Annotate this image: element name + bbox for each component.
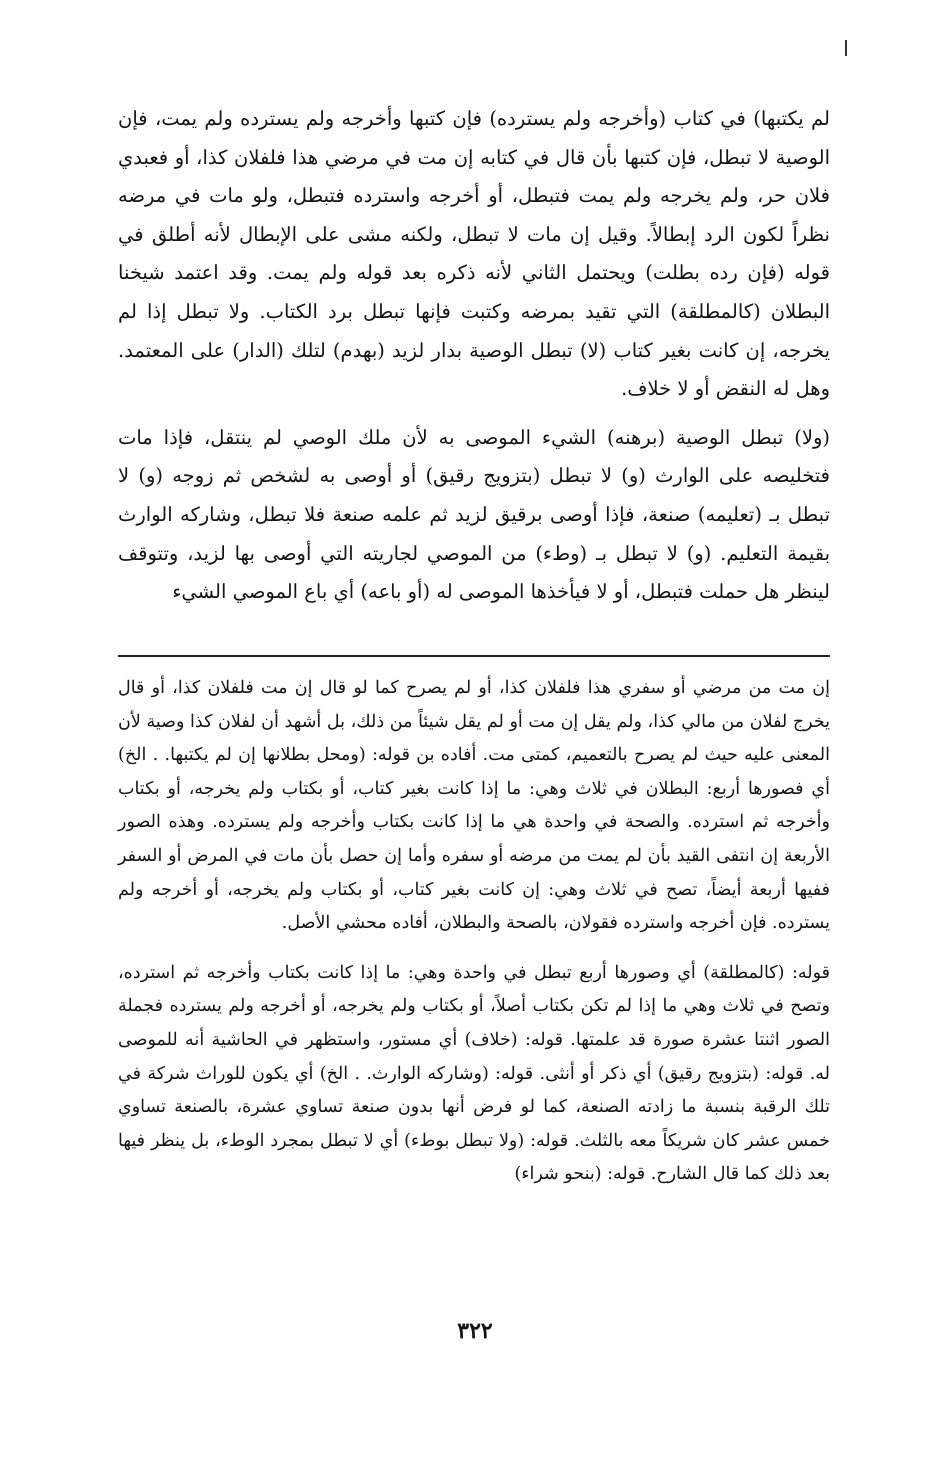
footnote-paragraph-2: قوله: (كالمطلقة) أي وصورها أربع تبطل في واحدة وهي: ما إذا كانت بكتاب وأخرجه ثم استرده، وتصح في ثلاث وهي ما إذا لم تكن بكتاب أصلاً، أو بكتاب ولم يخرجه، أو أخرجه ولم يسترده فجملة الصور اثنتا عشرة صورة قد علمتها. قوله: (خلاف) أي مستور، واستظهر في الحاشية أنه للموصى له. قوله: (بتزويج رقيق) أي ذكر أو أنثى. قوله: (وشاركه الوارث. . الخ) أي يكون للوراث شركة في تلك الرقبة بنسبة ما زادته الصنعة، كما لو فرض أنها بدون صنعة تساوي عشرة، بالصنعة تساوي خمس عشر كان شريكاً معه بالثلث. قوله: (ولا تبطل بوطء) أي لا تبطل بمجرد الوطء، بل ينظر فيها بعد ذلك كما قال الشارح. قوله: (بنحو شراء) [118, 962, 830, 1185]
page-number: ٣٢٢ [457, 1318, 493, 1344]
main-paragraph-1: لم يكتبها) في كتاب (وأخرجه ولم يسترده) فإن كتبها وأخرجه ولم يسترده ولم يمت، فإن الوصية لا تبطل، فإن كتبها بأن قال في كتابه إن مت في مرضي هذا فلفلان كذا، أو فعبدي فلان حر، ولم يخرجه ولم يمت فتبطل، أو أخرجه واسترده فتبطل، ولو مات في مرضه نظراً لكون الرد إبطالاً. وقيل إن مات لا تبطل، ولكنه مشى على الإبطال لأنه أطلق في قوله (فإن رده بطلت) ويحتمل الثاني لأنه ذكره بعد قوله ولم يمت. وقد اعتمد شيخنا البطلان (كالمطلقة) التي تقيد بمرضه وكتبت فإنها تبطل برد الكتاب. ولا تبطل إذا لم يخرجه، إن كانت بغير كتاب (لا) تبطل الوصية بدار لزيد (بهدم) لتلك (الدار) على المعتمد. وهل له النقض أو لا خلاف. [118, 107, 830, 401]
main-text-block [118, 100, 830, 612]
footnote-divider [118, 655, 830, 657]
footnote-block [118, 672, 830, 1192]
corner-tick-mark [845, 40, 847, 56]
footnote-paragraph-1: إن مت من مرضي أو سفري هذا فلفلان كذا، أو لم يصرح كما لو قال إن مت فلفلان كذا، أو قال يخرج لفلان من مالي كذا، ولم يقل إن مت أو لم يقل شيئاً من ذلك، بل أشهد أن لفلان كذا وصية لأن المعنى عليه حيث لم يصرح بالتعميم، كمتى مت. أفاده بن قوله: (ومحل بطلانها إن لم يكتبها. . الخ) أي فصورها أربع: البطلان في ثلاث وهي: ما إذا كانت بغير كتاب، أو بكتاب ولم يخرجه، أو بكتاب وأخرجه ثم استرده. والصحة في واحدة هي ما إذا كانت بكتاب وأخرجه ولم يسترده. وهذه الصور الأربعة إن انتفى القيد بأن لم يمت من مرضه أو سفره وأما إن حصل بأن مات في المرض أو السفر ففيها أربعة أيضاً، تصح في ثلاث وهي: إن كانت بغير كتاب، أو بكتاب ولم يخرجه، أو أخرجه ولم يسترده. فإن أخرجه واسترده فقولان، بالصحة والبطلان، أفاده محشي الأصل. [118, 678, 830, 934]
main-paragraph-2: (ولا) تبطل الوصية (برهنه) الشيء الموصى به لأن ملك الوصي لم ينتقل، فإذا مات فتخليصه على الوارث (و) لا تبطل (بتزويج رقيق) أو أوصى به لشخص ثم زوجه (و) لا تبطل بـ (تعليمه) صنعة، فإذا أوصى برقيق لزيد ثم علمه صنعة فلا تبطل، وشاركه الوارث بقيمة التعليم. (و) لا تبطل بـ (وطء) من الموصي لجاريته التي أوصى بها لزيد، وتتوقف لينظر هل حملت فتبطل، أو لا فيأخذها الموصى له (أو باعه) أي باع الموصي الشيء [118, 425, 830, 604]
